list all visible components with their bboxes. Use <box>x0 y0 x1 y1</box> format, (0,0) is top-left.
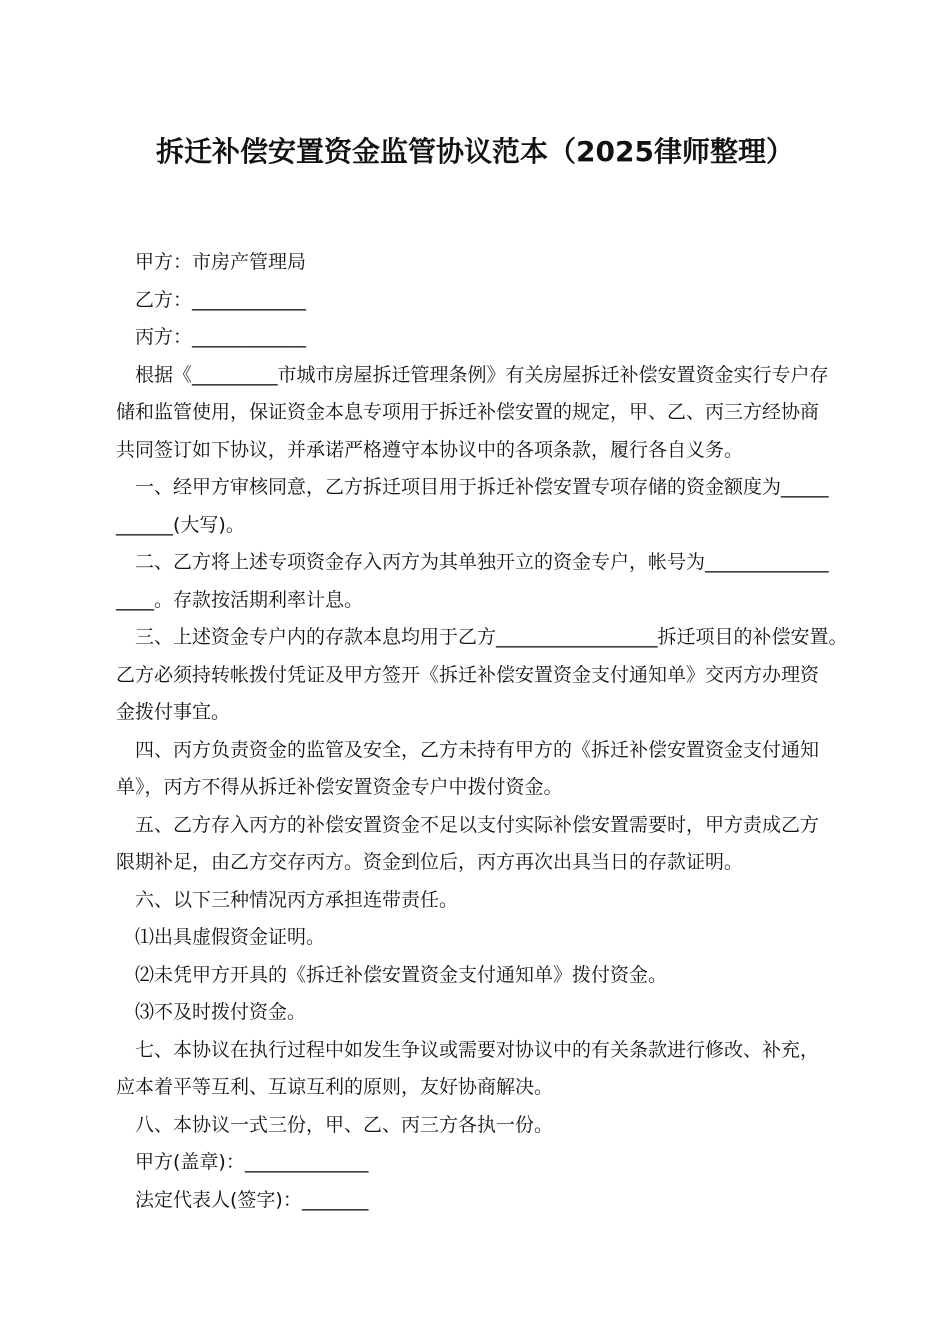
document-body <box>116 244 848 1219</box>
text-line: 法定代表人(签字)：_______ <box>135 1188 369 1211</box>
text-line: 限期补足，由乙方交存丙方。资金到位后，丙方再次出具当日的存款证明。 <box>116 851 744 873</box>
text-line: 丙方：____________ <box>135 326 307 348</box>
text-line: 储和监管使用，保证资金本息专项用于拆迁补偿安置的规定，甲、乙、丙三方经协商 <box>116 401 820 423</box>
text-line: 五、乙方存入丙方的补偿安置资金不足以支付实际补偿安置需要时，甲方责成乙方 <box>135 813 820 836</box>
text-line: 六、以下三种情况丙方承担连带责任。 <box>135 888 459 911</box>
text-line: 乙方：____________ <box>135 288 307 311</box>
text-line: 乙方必须持转帐拨付凭证及甲方签开《拆迁补偿安置资金支付通知单》交丙方办理资 <box>116 663 820 686</box>
text-line: 八、本协议一式三份，甲、乙、丙三方各执一份。 <box>135 1113 554 1136</box>
text-line: ⑴出具虚假资金证明。 <box>135 926 326 948</box>
text-line: 七、本协议在执行过程中如发生争议或需要对协议中的有关条款进行修改、补充， <box>135 1038 820 1061</box>
text-line: ⑵未凭甲方开具的《拆迁补偿安置资金支付通知单》拨付资金。 <box>135 963 668 986</box>
document-title: 拆迁补偿安置资金监管协议范本（2025律师整理） <box>156 135 794 168</box>
text-line: 甲方(盖章)：_____________ <box>135 1151 369 1173</box>
text-line: ____。存款按活期利率计息。 <box>116 588 364 611</box>
text-line: 甲方：市房产管理局 <box>135 251 307 273</box>
text-line: 共同签订如下协议，并承诺严格遵守本协议中的各项条款，履行各自义务。 <box>116 438 744 461</box>
text-line: ⑶不及时拨付资金。 <box>135 1001 307 1023</box>
text-line: 根据《_________市城市房屋拆迁管理条例》有关房屋拆迁补偿安置资金实行专户存 <box>135 363 829 386</box>
text-line: 四、丙方负责资金的监管及安全，乙方未持有甲方的《拆迁补偿安置资金支付通知 <box>135 738 820 761</box>
text-line: ______(大写)。 <box>116 513 245 536</box>
text-line: 三、上述资金专户内的存款本息均用于乙方_________________拆迁项目的补偿安置。 <box>135 626 848 648</box>
text-line: 二、乙方将上述专项资金存入丙方为其单独开立的资金专户，帐号为_____________ <box>135 551 829 573</box>
text-line: 应本着平等互利、互谅互利的原则，友好协商解决。 <box>116 1076 554 1098</box>
text-line: 金拨付事宜。 <box>116 701 231 723</box>
text-line: 单》，丙方不得从拆迁补偿安置资金专户中拨付资金。 <box>116 776 563 798</box>
text-line: 一、经甲方审核同意，乙方拆迁项目用于拆迁补偿安置专项存储的资金额度为_____ <box>135 476 829 498</box>
